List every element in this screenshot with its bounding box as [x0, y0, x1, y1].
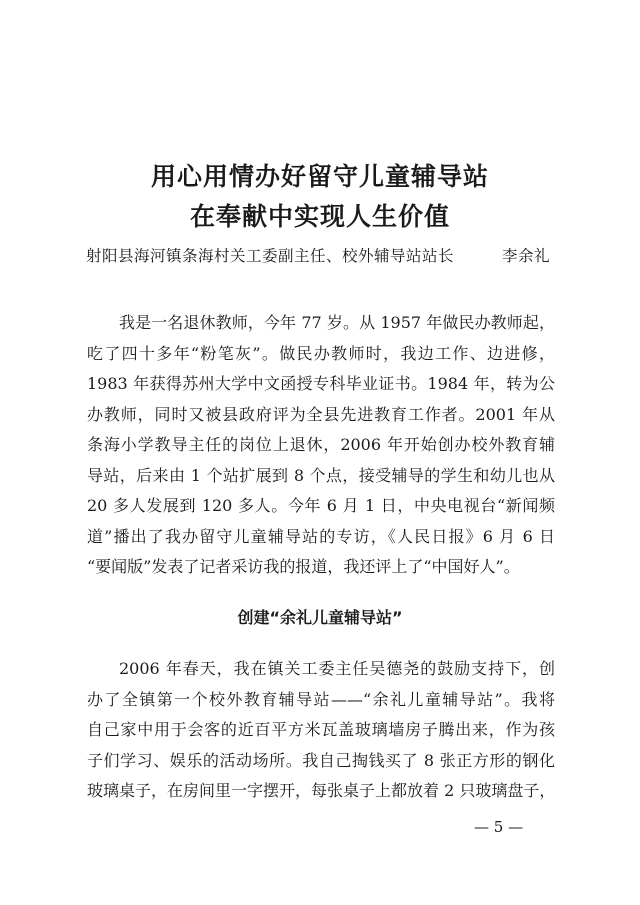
- paragraph-line: 办了全镇第一个校外教育辅导站——“余礼儿童辅导站”。我将: [87, 689, 555, 709]
- page-number: — 5 —: [474, 818, 524, 836]
- author-position: 射阳县海河镇条海村关工委副主任、校外辅导站站长: [86, 247, 455, 265]
- title-line-1: 用心用情办好留守儿童辅导站: [150, 162, 489, 191]
- paragraph-line: 2006 年春天，我在镇关工委主任吴德尧的鼓励支持下，创: [119, 659, 555, 678]
- paragraph-2: [87, 654, 555, 807]
- paragraph-1: [87, 308, 555, 583]
- paragraph-line: 导站，后来由 1 个站扩展到 8 个点，接受辅导的学生和幼儿也从: [87, 465, 555, 485]
- paragraph-line: 条海小学教导主任的岗位上退休，2006 年开始创办校外教育辅: [87, 435, 555, 454]
- paragraph-line: 道”播出了我办留守儿童辅导站的专访，《人民日报》6 月 6 日: [87, 526, 555, 546]
- paragraph-line: 玻璃桌子，在房间里一字摆开，每张桌子上都放着 2 只玻璃盘子，: [87, 781, 556, 800]
- paragraph-line: 办教师，同时又被县政府评为全县先进教育工作者。2001 年从: [87, 404, 555, 424]
- paragraph-line: 子们学习、娱乐的活动场所。我自己掏钱买了 8 张正方形的钢化: [87, 750, 555, 770]
- title-line-2: 在奉献中实现人生价值: [189, 202, 450, 231]
- paragraph-line: 我是一名退休教师，今年 77 岁。从 1957 年做民办教师起，: [119, 313, 555, 332]
- author-byline: [86, 244, 556, 266]
- paragraph-line: “要闻版”发表了记者采访我的报道，我还评上了“中国好人”。: [87, 557, 520, 576]
- paragraph-line: 自己家中用于会客的近百平方米瓦盖玻璃墙房子腾出来，作为孩: [87, 720, 555, 739]
- paragraph-line: 20 多人发展到 120 多人。今年 6 月 1 日，中央电视台“新闻频: [87, 496, 555, 515]
- author-name: 李余礼: [501, 247, 550, 265]
- paragraph-line: 1983 年获得苏州大学中文函授专科毕业证书。1984 年，转为公: [87, 374, 555, 393]
- paragraph-line: 吃了四十多年“粉笔灰”。做民办教师时，我边工作、边进修，: [87, 343, 555, 363]
- section-heading: 创建“余礼儿童辅导站”: [237, 608, 403, 627]
